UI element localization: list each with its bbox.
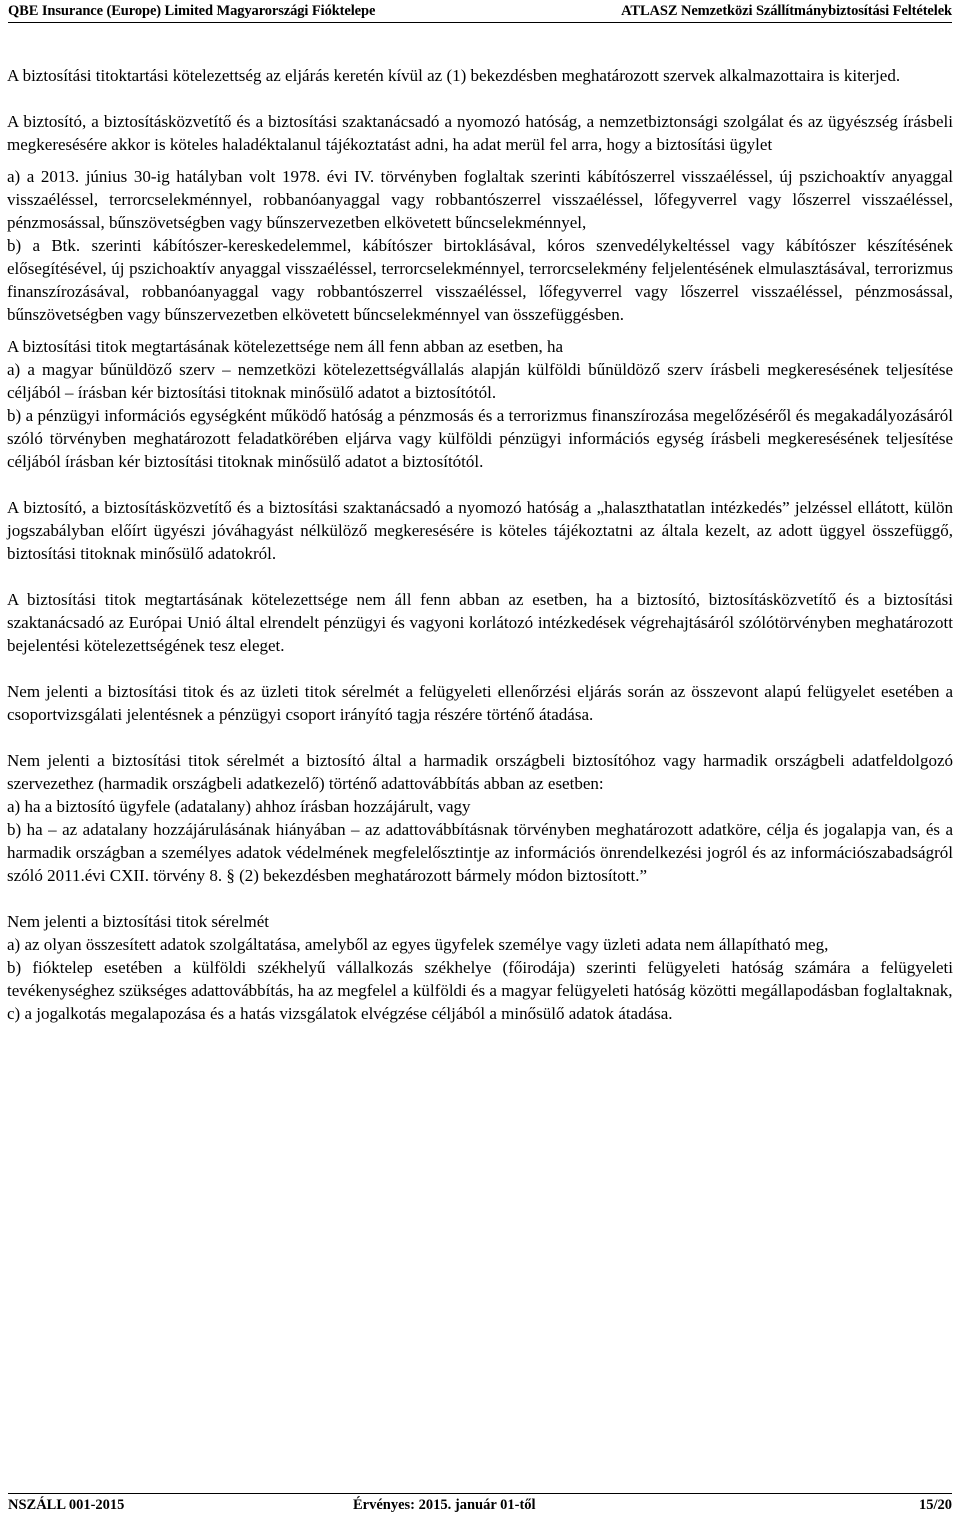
page-footer: [8, 1493, 952, 1514]
footer-validity: Érvényes: 2015. január 01-től: [353, 1497, 536, 1513]
footer-page-number: 15/20: [918, 1497, 952, 1513]
paragraph: A biztosító, a biztosításközvetítő és a biztosítási szaktanácsadó a nyomozó hatóság a „halaszthatatlan intézkedés” jelzéssel ellátott, külön jogszabályban előírt ügyészi jóváhagyást nélkülöző megkeresésére is köteles tájékoztatni az általa kezelt, az adott üggyel összefüggő, biztosítási titoknak minősülő adatokról.: [7, 498, 953, 563]
list-item: a) az olyan összesített adatok szolgáltatása, amelyből az egyes ügyfelek személye vagy üzleti adata nem állapítható meg,: [7, 935, 829, 954]
list-item: b) a Btk. szerinti kábítószer-kereskedelemmel, kábítószer birtoklásával, kóros szenvedélykeltéssel vagy kábítószer készítésének elősegítésével, új pszichoaktív anyaggal visszaéléssel, terrorcselekménnyel, terrorcselekmény feljelentésének elmulasztásával, terrorizmus finanszírozásával, robbanóanyaggal vagy robbantószerrel visszaéléssel, lőfegyverrel vagy lőszerrel visszaéléssel, pénzmosással, bűnszövetségben vagy bűnszervezetben elkövetett bűncselekménnyel van összefüggésben.: [7, 236, 953, 324]
footer-document-code: NSZÁLL 001-2015: [8, 1497, 125, 1513]
list-item: a) a magyar bűnüldöző szerv – nemzetközi kötelezettségvállalás alapján külföldi bűnüldöző szerv írásbeli megkeresésének teljesítése céljából – írásban kér biztosítási titoknak minősülő adatot a biztosítótól.: [7, 360, 953, 402]
paragraph: Nem jelenti a biztosítási titok sérelmét a biztosító által a harmadik országbeli biztosítóhoz vagy harmadik országbeli adatfeldolgozó szervezethez (harmadik országbeli adatkezelő) történő adattovábbítás abban az esetben:: [7, 751, 953, 793]
list-item: c) a jogalkotás megalapozása és a hatás vizsgálatok elvégzése céljából a minősülő adatok átadása.: [7, 1004, 673, 1023]
paragraph: A biztosító, a biztosításközvetítő és a biztosítási szaktanácsadó a nyomozó hatóság, a nemzetbiztonsági szolgálat és az ügyészség írásbeli megkeresésére akkor is köteles haladéktalanul tájékoztatást adni, ha adat merül fel arra, hogy a biztosítási ügylet: [7, 112, 953, 154]
paragraph: A biztosítási titok megtartásának kötelezettsége nem áll fenn abban az esetben, ha a biztosító, biztosításközvetítő és a biztosítási szaktanácsadó az Európai Unió által elrendelt pénzügyi és vagyoni korlátozó intézkedések végrehajtásáról szólótörvényben meghatározott bejelentési kötelezettségének tesz eleget.: [7, 590, 953, 655]
page-header: [8, 0, 952, 23]
header-company: QBE Insurance (Europe) Limited Magyarországi Fióktelepe: [8, 3, 376, 19]
list-item: a) ha a biztosító ügyfele (adatalany) ahhoz írásban hozzájárult, vagy: [7, 797, 471, 816]
paragraph: A biztosítási titok megtartásának kötelezettsége nem áll fenn abban az esetben, ha: [7, 337, 564, 356]
list-item: b) fióktelep esetében a külföldi székhelyű vállalkozás székhelye (főirodája) szerinti felügyeleti hatóság számára a felügyeleti tevékenységhez szükséges adattovábbítás, ha az megfelel a külföldi és a magyar felügyeleti hatóság közötti megállapodásban foglaltaknak,: [7, 958, 953, 1000]
list-item: a) a 2013. június 30-ig hatályban volt 1978. évi IV. törvényben foglaltak szerinti kábítószerrel visszaéléssel, új pszichoaktív anyaggal visszaéléssel, terrorcselekménnyel, robbanóanyaggal vagy robbantószerrel visszaéléssel, lőfegyverrel vagy lőszerrel visszaéléssel, pénzmosással, bűnszövetségben vagy bűnszervezetben elkövetett bűncselekménnyel,: [7, 167, 953, 232]
paragraph: A biztosítási titoktartási kötelezettség az eljárás keretén kívül az (1) bekezdésben meghatározott szervek alkalmazottaira is kiterjed.: [7, 66, 901, 85]
header-document-title: ATLASZ Nemzetközi Szállítmánybiztosítási Feltételek: [621, 3, 952, 19]
paragraph: Nem jelenti a biztosítási titok sérelmét: [7, 912, 270, 931]
paragraph: Nem jelenti a biztosítási titok és az üzleti titok sérelmét a felügyeleti ellenőrzési eljárás során az összevont alapú felügyelet esetében a csoportvizsgálati jelentésnek a pénzügyi csoport irányító tagja részére történő átadása.: [7, 682, 953, 724]
document-body: [7, 64, 953, 1025]
list-item: b) a pénzügyi információs egységként működő hatóság a pénzmosás és a terrorizmus finanszírozása megelőzéséről és megakadályozásáról szóló törvényben meghatározott feladatkörében eljárva vagy külföldi pénzügyi információs egység írásbeli megkeresésének teljesítése céljából írásban kér biztosítási titoknak minősülő adatot a biztosítótól.: [7, 406, 953, 471]
list-item: b) ha – az adatalany hozzájárulásának hiányában – az adattovábbításnak törvényben meghatározott adatköre, célja és jogalapja van, és a harmadik országban a személyes adatok védelmének megfelelősztintje az információs önrendelkezési jogról és az információszabadságról szóló 2011.évi CXII. törvény 8. § (2) bekezdésben meghatározott bármely módon biztosított.”: [7, 820, 953, 885]
